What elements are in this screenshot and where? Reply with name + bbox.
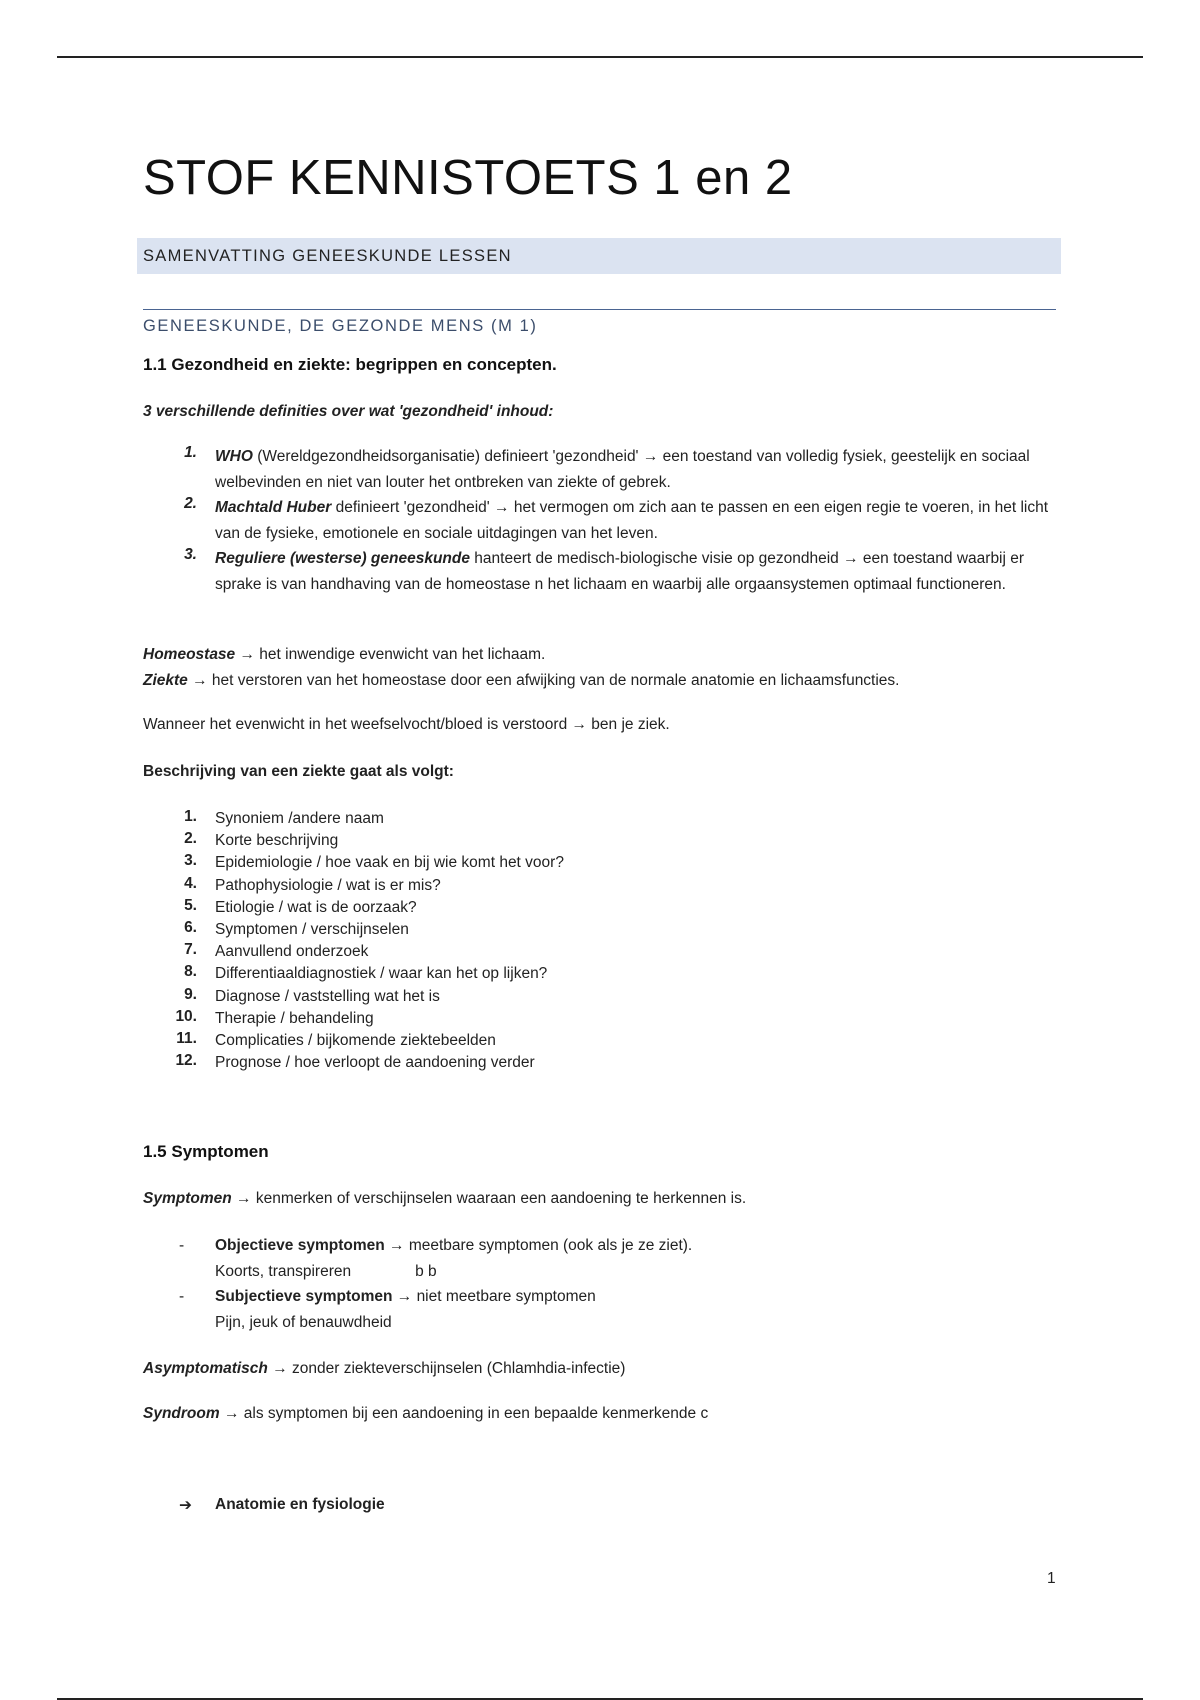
example-extra: b b: [415, 1263, 437, 1280]
list-number: 2.: [184, 830, 197, 848]
list-text: Aanvullend onderzoek: [215, 943, 369, 961]
term-definition: → niet meetbare symptomen: [392, 1288, 596, 1305]
list-number: 11.: [176, 1029, 197, 1047]
list-text: Symptomen / verschijnselen: [215, 920, 409, 938]
definitions-intro: 3 verschillende definities over wat 'gezondheid' inhoud:: [143, 403, 554, 420]
list-number: 2.: [184, 495, 197, 512]
asymptomatisch-line: [143, 1360, 625, 1378]
section-heading-1-5: 1.5 Symptomen: [143, 1142, 269, 1161]
syndroom-line: [143, 1405, 708, 1423]
list-text: Differentiaaldiagnostiek / waar kan het op lijken?: [215, 965, 548, 983]
arrow-right-icon: ➔: [179, 1497, 192, 1514]
list-number: 10.: [175, 1007, 197, 1025]
objectief-example: [215, 1263, 437, 1281]
dash-bullet: -: [179, 1288, 185, 1305]
definition-term: Machtald Huber: [215, 499, 332, 516]
definition-text: definieert 'gezondheid' → het vermogen om zich aan te passen en een eigen regie te voeren, in het licht van de fysieke, emotionele en sociale uitdagingen van het leven.: [215, 499, 1049, 542]
term-definition: → zonder ziekteverschijnselen (Chlamhdia-infectie): [267, 1360, 626, 1377]
list-number: 3.: [184, 852, 197, 870]
objectief-line: [215, 1237, 692, 1255]
definition-term: Reguliere (westerse) geneeskunde: [215, 550, 470, 567]
list-number: 6.: [184, 918, 197, 936]
list-number: 8.: [184, 963, 197, 981]
list-number: 1.: [184, 808, 197, 825]
term: Ziekte: [143, 672, 188, 689]
list-number: 3.: [184, 546, 197, 563]
list-text: Complicaties / bijkomende ziektebeelden: [215, 1031, 496, 1049]
term: Objectieve symptomen: [215, 1237, 385, 1254]
page-top-rule: [57, 56, 1143, 58]
ziekte-line: [143, 672, 900, 690]
term-definition: → kenmerken of verschijnselen waaraan een aandoening te herkennen is.: [231, 1190, 747, 1207]
term-definition: → het verstoren van het homeostase door een afwijking van de normale anatomie en lichaamsfuncties.: [187, 672, 900, 689]
term: Symptomen: [143, 1190, 232, 1207]
list-text: Korte beschrijving: [215, 832, 339, 850]
list-number: 7.: [184, 941, 197, 959]
section-heading-1-1: 1.1 Gezondheid en ziekte: begrippen en concepten.: [143, 355, 557, 374]
module-heading-rule: [143, 309, 1056, 310]
list-text: Etiologie / wat is de oorzaak?: [215, 898, 417, 916]
page-number: 1: [1047, 1570, 1056, 1587]
module-heading: GENEESKUNDE, DE GEZONDE MENS (M 1): [143, 317, 538, 335]
list-number: 4.: [184, 874, 197, 892]
list-text: Pathophysiologie / wat is er mis?: [215, 876, 441, 894]
list-text: Diagnose / vaststelling wat het is: [215, 987, 440, 1005]
definition-text: hanteert de medisch-biologische visie op gezondheid → een toestand waarbij er sprake is van handhaving van de homeostase n het lichaam en waarbij alle orgaansystemen optimaal functioneren.: [215, 550, 1025, 593]
example-text: Koorts, transpireren: [215, 1263, 352, 1280]
summary-banner: [137, 238, 1061, 274]
dash-bullet: -: [179, 1237, 185, 1254]
list-text: Therapie / behandeling: [215, 1009, 374, 1027]
term: Subjectieve symptomen: [215, 1288, 393, 1305]
term-definition: → het inwendige evenwicht van het lichaam.: [235, 646, 546, 663]
anatomie-text: Anatomie en fysiologie: [215, 1496, 385, 1513]
list-text: [215, 546, 1055, 597]
definition-text: (Wereldgezondheidsorganisatie) definieert 'gezondheid' → een toestand van volledig fysiek, geestelijk en sociaal welbevinden en niet van louter het ontbreken van ziekte of gebrek.: [215, 448, 1030, 491]
homeostase-line: [143, 646, 545, 664]
list-text: Synoniem /andere naam: [215, 810, 384, 827]
definition-term: WHO: [215, 448, 253, 465]
evenwicht-line: Wanneer het evenwicht in het weefselvocht/bloed is verstoord → ben je ziek.: [143, 716, 670, 733]
term: Homeostase: [143, 646, 236, 663]
list-text: Epidemiologie / hoe vaak en bij wie komt het voor?: [215, 854, 564, 872]
term: Syndroom: [143, 1405, 220, 1422]
list-number: 5.: [184, 896, 197, 914]
list-number: 1.: [184, 444, 197, 461]
term: Asymptomatisch: [143, 1360, 268, 1377]
subjectief-example: Pijn, jeuk of benauwdheid: [215, 1314, 392, 1331]
symptomen-line: [143, 1190, 746, 1208]
term-definition: → meetbare symptomen (ook als je ze ziet).: [384, 1237, 693, 1254]
list-text: [215, 495, 1055, 546]
banner-text: SAMENVATTING GENEESKUNDE LESSEN: [143, 247, 512, 265]
list-text: Prognose / hoe verloopt de aandoening verder: [215, 1054, 535, 1072]
list-text: [215, 444, 1055, 495]
subjectief-line: [215, 1288, 596, 1306]
beschrijving-heading: Beschrijving van een ziekte gaat als volgt:: [143, 763, 454, 780]
term-definition: → als symptomen bij een aandoening in een bepaalde kenmerkende c: [219, 1405, 709, 1422]
list-number: 9.: [184, 985, 197, 1003]
document-title: STOF KENNISTOETS 1 en 2: [143, 151, 793, 205]
list-number: 12.: [175, 1052, 197, 1070]
